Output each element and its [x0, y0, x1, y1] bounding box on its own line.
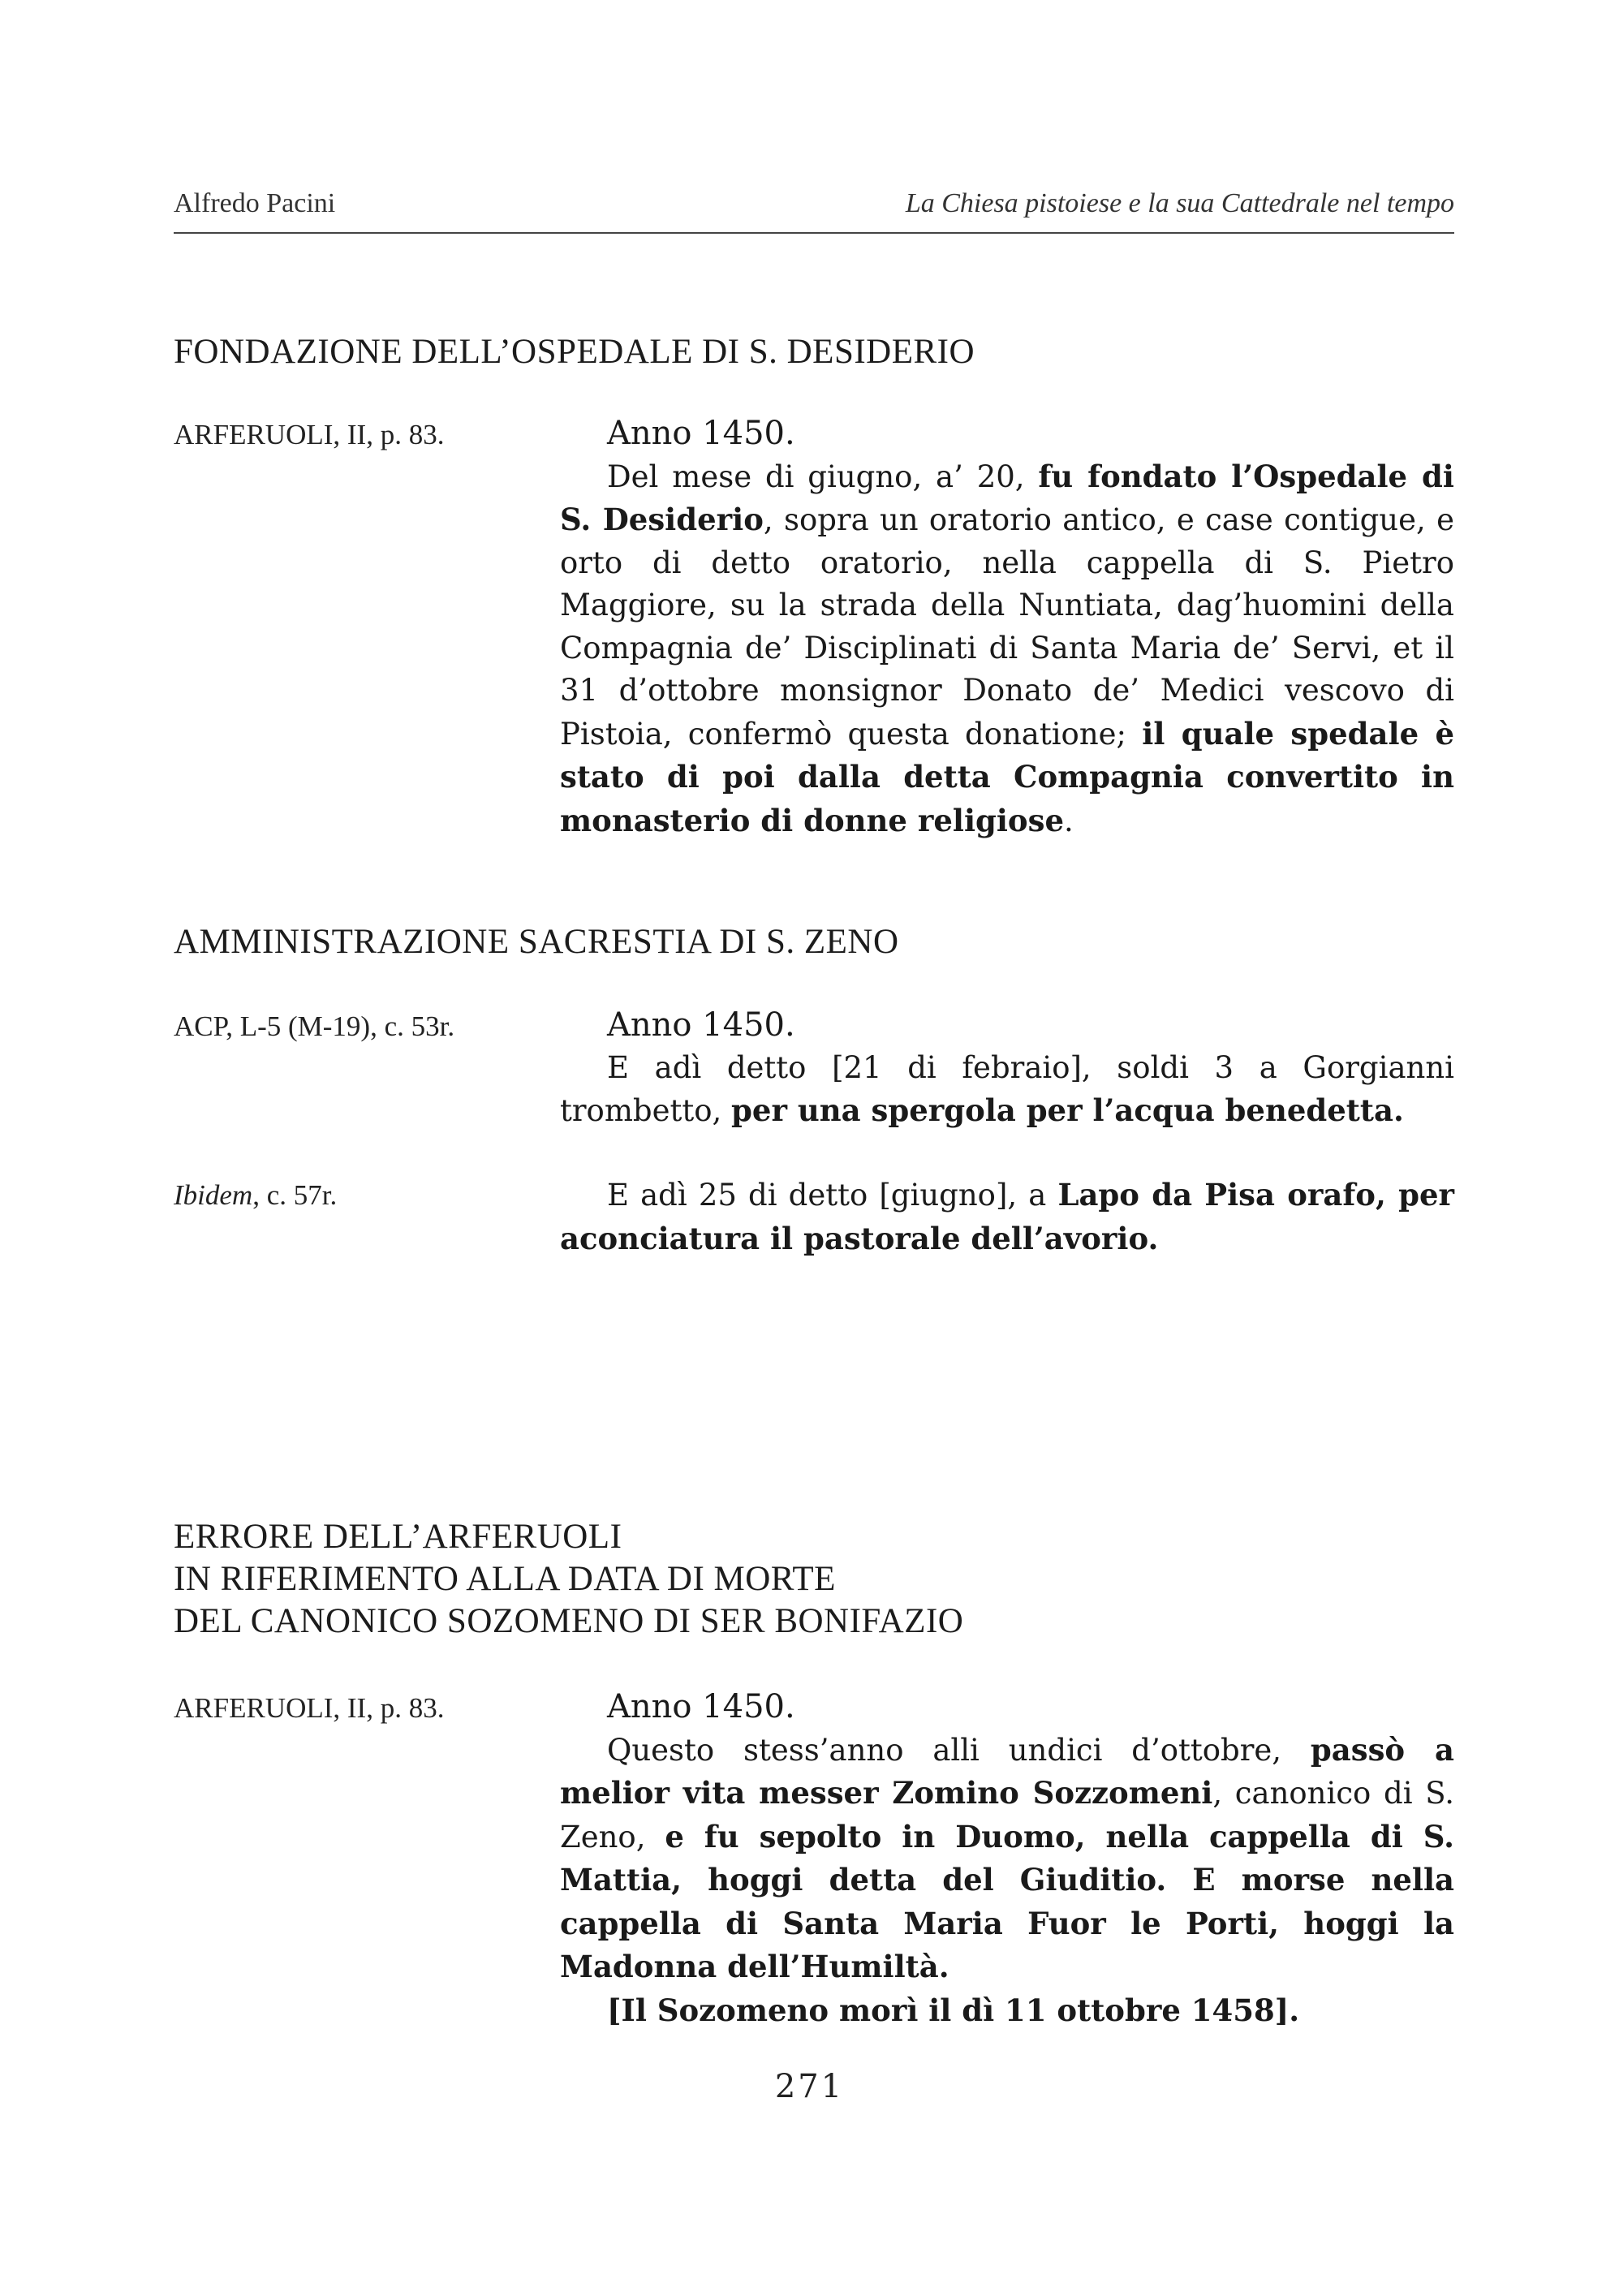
section-title-line: ERRORE DELL’ARFERUOLI [174, 1518, 622, 1556]
entry-text-plain: , sopra un oratorio antico, e case contigue, e orto di detto oratorio, nella cappella di S. Pietro Maggiore, su la strada della Nuntiata, dag’huomini della Compagnia de’ Disciplinati di Santa Maria de’ Servi, et il 31 d’ottobre monsignor Donato de’ Medici vescovo di Pistoia, confermò questa donatione; [560, 502, 1454, 752]
section-title-line: IN RIFERIMENTO ALLA DATA DI MORTE [174, 1560, 836, 1598]
entry-text-bold: il quale spedale è stato di poi dalla detta Compagnia convertito in monasterio di donne religiose [560, 715, 1455, 838]
page-number: 271 [774, 2068, 845, 2105]
entry-paragraph [560, 455, 1454, 843]
entry-paragraph [560, 1729, 1454, 1989]
entry-text-plain: Del mese di giugno, a’ 20, [607, 459, 1039, 494]
entry-text-bold: Lapo da Pisa orafo, per aconciatura il pastorale dell’avorio. [560, 1177, 1454, 1256]
section-title-ospedale: FONDAZIONE DELL’OSPEDALE DI S. DESIDERIO [174, 333, 975, 371]
entry-paragraph [560, 1047, 1454, 1133]
entry-year: Anno 1450. [607, 1688, 795, 1725]
entry-text-plain: , canonico di S. Zeno, [560, 1776, 1454, 1854]
header-book-title: La Chiesa pistoiese e la sua Cattedrale nel tempo [905, 188, 1454, 218]
entry-source: ACP, L-5 (M-19), c. 53r. [174, 1010, 455, 1042]
source-rest: , c. 57r. [252, 1179, 338, 1211]
entry-text-errore [560, 1686, 1454, 2031]
entry-text-ospedale [560, 412, 1454, 842]
section-title-errore [174, 1516, 963, 1643]
entry-text-bold: passò a melior vita messer Zomino Sozzomeni [560, 1731, 1454, 1811]
entry-text-bold: fu fondato l’Ospedale di S. Desiderio [560, 458, 1454, 537]
entry-text-plain: Questo stess’anno alli undici d’ottobre, [607, 1732, 1311, 1768]
entry-text-bold: e fu sepolto in Duomo, nella cappella di S. Mattia, hoggi detta del Giuditio. E morse nella cappella di Santa Maria Fuor le Porti, hoggi la Madonna dell’Humiltà. [560, 1818, 1454, 1984]
header-rule [174, 232, 1454, 234]
entry-text-bold: per una spergola per l’acqua benedetta. [731, 1092, 1404, 1128]
entry-year: Anno 1450. [607, 1006, 795, 1044]
section-title-sacrestia: AMMINISTRAZIONE SACRESTIA DI S. ZENO [174, 923, 899, 961]
entry-source: ARFERUOLI, II, p. 83. [174, 1692, 445, 1724]
entry-text-plain: . [1063, 803, 1074, 838]
entry-paragraph [560, 1174, 1454, 1260]
editor-note: [Il Sozomeno morì il dì 11 ottobre 1458]. [607, 1992, 1300, 2028]
entry-text-sacrestia-1 [560, 1004, 1454, 1133]
entry-year: Anno 1450. [607, 415, 795, 452]
header-author: Alfredo Pacini [174, 188, 336, 218]
entry-text-sacrestia-2 [560, 1174, 1454, 1260]
entry-source: ARFERUOLI, II, p. 83. [174, 419, 445, 450]
running-header [174, 188, 1454, 229]
entry-source [174, 1179, 337, 1212]
source-italic: Ibidem [174, 1179, 253, 1211]
section-title-line: DEL CANONICO SOZOMENO DI SER BONIFAZIO [174, 1602, 964, 1640]
entry-text-plain: E adì detto [21 di febraio], soldi 3 a Gorgianni trombetto, [560, 1049, 1454, 1128]
entry-text-plain: E adì 25 di detto [giugno], a [607, 1178, 1058, 1213]
